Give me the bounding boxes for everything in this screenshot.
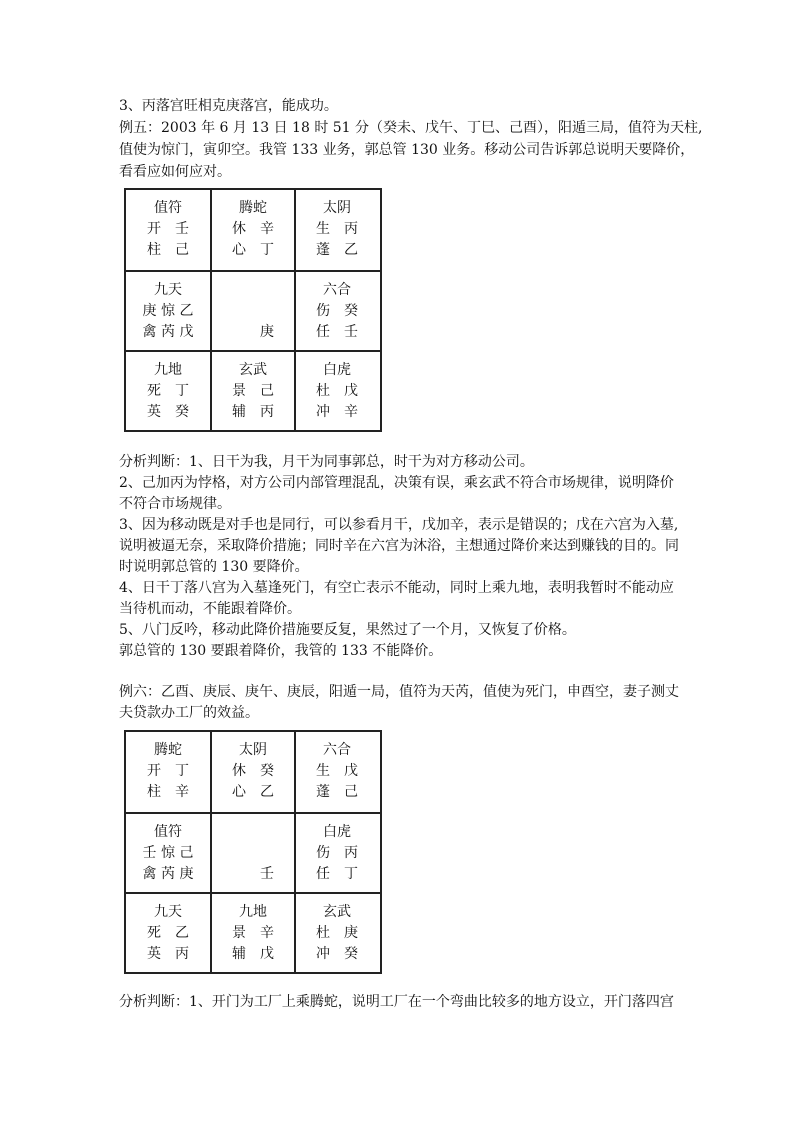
cell-line: 生 丙 [316,221,358,237]
chart1-row [126,350,380,430]
chart2-cell [294,814,378,892]
cell-line: 生 戊 [316,763,358,779]
cell-line: 心 乙 [232,784,274,800]
chart2-center-cell [210,814,294,892]
chart2-cell [126,894,210,972]
cell-line: 辅 丙 [232,404,274,420]
chart1-row [126,270,380,350]
cell-line: 休 癸 [232,763,274,779]
analysis5-line-4: 3、因为移动既是对手也是同行，可以参看月干，戊加辛，表示是错误的；戊在六宫为入墓, [119,517,679,533]
cell-line: 开 壬 [147,221,189,237]
heading-line-1: 3、丙落宫旺相克庚落宫，能成功。 [119,98,338,114]
cell-line: 死 乙 [147,925,189,941]
analysis5-line-10: 郭总管的 130 要跟着降价，我管的 133 不能降价。 [119,643,443,659]
analysis5-line-2: 2、己加丙为悖格，对方公司内部管理混乱，决策有误，乘玄武不符合市场规律，说明降价 [119,475,674,491]
cell-god: 值符 [154,824,182,840]
cell-god: 白虎 [323,824,351,840]
cell-line: 死 丁 [147,383,189,399]
cell-god: 玄武 [323,904,351,920]
cell-line: 柱 辛 [147,784,189,800]
cell-line [212,301,294,322]
cell-line: 开 丁 [147,763,189,779]
chart2-cell [210,894,294,972]
cell-line: 蓬 乙 [316,242,358,258]
analysis5-line-9: 5、八门反吟，移动此降价措施要反复，果然过了一个月，又恢复了价格。 [119,622,576,638]
cell-god: 太阴 [239,742,267,758]
cell-line: 壬 [232,866,274,882]
cell-line: 禽 芮 庚 [142,866,194,882]
cell-god: 腾蛇 [239,200,267,216]
cell-line: 景 辛 [232,925,274,941]
cell-god: 太阴 [323,200,351,216]
cell-line: 壬 惊 己 [142,845,194,861]
chart1-cell [294,272,378,350]
example6-line-2: 夫贷款办工厂的效益。 [119,705,259,721]
example5-line-3: 看看应如何应对。 [119,164,231,180]
cell-line: 英 丙 [147,946,189,962]
chart1-center-cell [210,272,294,350]
cell-god: 六合 [323,282,351,298]
cell-god: 腾蛇 [154,742,182,758]
chart2-row [126,732,380,812]
cell-line: 英 癸 [147,404,189,420]
cell-god: 六合 [323,742,351,758]
cell-line: 任 丁 [316,866,358,882]
cell-line: 杜 庚 [316,925,358,941]
chart2-cell [294,732,378,812]
cell-line: 柱 己 [147,242,189,258]
cell-line: 任 壬 [316,324,358,340]
analysis6-line-1: 分析判断：1、开门为工厂上乘腾蛇，说明工厂在一个弯曲比较多的地方设立，开门落四宫 [119,994,674,1010]
cell-line: 伤 癸 [316,303,358,319]
cell-god: 九天 [154,282,182,298]
chart1-row [126,190,380,270]
chart1-cell [210,352,294,430]
chart2-cell [126,732,210,812]
cell-god: 九地 [154,362,182,378]
chart2-row [126,812,380,892]
chart1-cell [294,352,378,430]
cell-god: 白虎 [323,362,351,378]
cell-line: 冲 癸 [316,946,358,962]
chart2-cell [126,814,210,892]
cell-god [212,822,294,843]
chart1-cell [126,352,210,430]
qimen-chart-1 [124,188,382,432]
analysis5-line-1: 分析判断：1、日干为我，月干为同事郭总，时干为对方移动公司。 [119,454,534,470]
qimen-chart-2 [124,730,382,974]
chart2-cell [294,894,378,972]
cell-line: 禽 芮 戊 [142,324,194,340]
cell-god: 玄武 [239,362,267,378]
chart1-cell [126,190,210,270]
cell-line: 辅 戊 [232,946,274,962]
analysis5-line-6: 时说明郭总管的 130 要降价。 [119,559,309,575]
analysis5-line-8: 当待机而动，不能跟着降价。 [119,601,301,617]
cell-line: 庚 [232,324,274,340]
analysis5-line-3: 不符合市场规律。 [119,496,231,512]
cell-line: 休 辛 [232,221,274,237]
cell-line [212,843,294,864]
analysis5-line-7: 4、日干丁落八宫为入墓逢死门，有空亡表示不能动，同时上乘九地，表明我暂时不能动应 [119,580,674,596]
analysis5-line-5: 说明被逼无奈，采取降价措施；同时辛在六宫为沐浴，主想通过降价来达到赚钱的目的。同 [119,538,679,554]
example5-line-2: 值使为惊门，寅卯空。我管 133 业务，郭总管 130 业务。移动公司告诉郭总说明天要降价， [119,142,695,158]
cell-line: 景 己 [232,383,274,399]
cell-god [212,280,294,301]
cell-god: 九地 [239,904,267,920]
example5-line-1: 例五：2003 年 6 月 13 日 18 时 51 分（癸未、戊午、丁巳、己酉），阳遁三局，值符为天柱, [119,120,703,136]
cell-line: 蓬 己 [316,784,358,800]
cell-line: 伤 丙 [316,845,358,861]
cell-god: 九天 [154,904,182,920]
cell-god: 值符 [154,200,182,216]
chart1-cell [294,190,378,270]
chart1-cell [126,272,210,350]
chart1-cell [210,190,294,270]
cell-line: 心 丁 [232,242,274,258]
example6-line-1: 例六：乙酉、庚辰、庚午、庚辰，阳遁一局，值符为天芮，值使为死门，申酉空，妻子测丈 [119,684,679,700]
cell-line: 杜 戊 [316,383,358,399]
chart2-cell [210,732,294,812]
chart2-row [126,892,380,972]
cell-line: 庚 惊 乙 [142,303,194,319]
cell-line: 冲 辛 [316,404,358,420]
